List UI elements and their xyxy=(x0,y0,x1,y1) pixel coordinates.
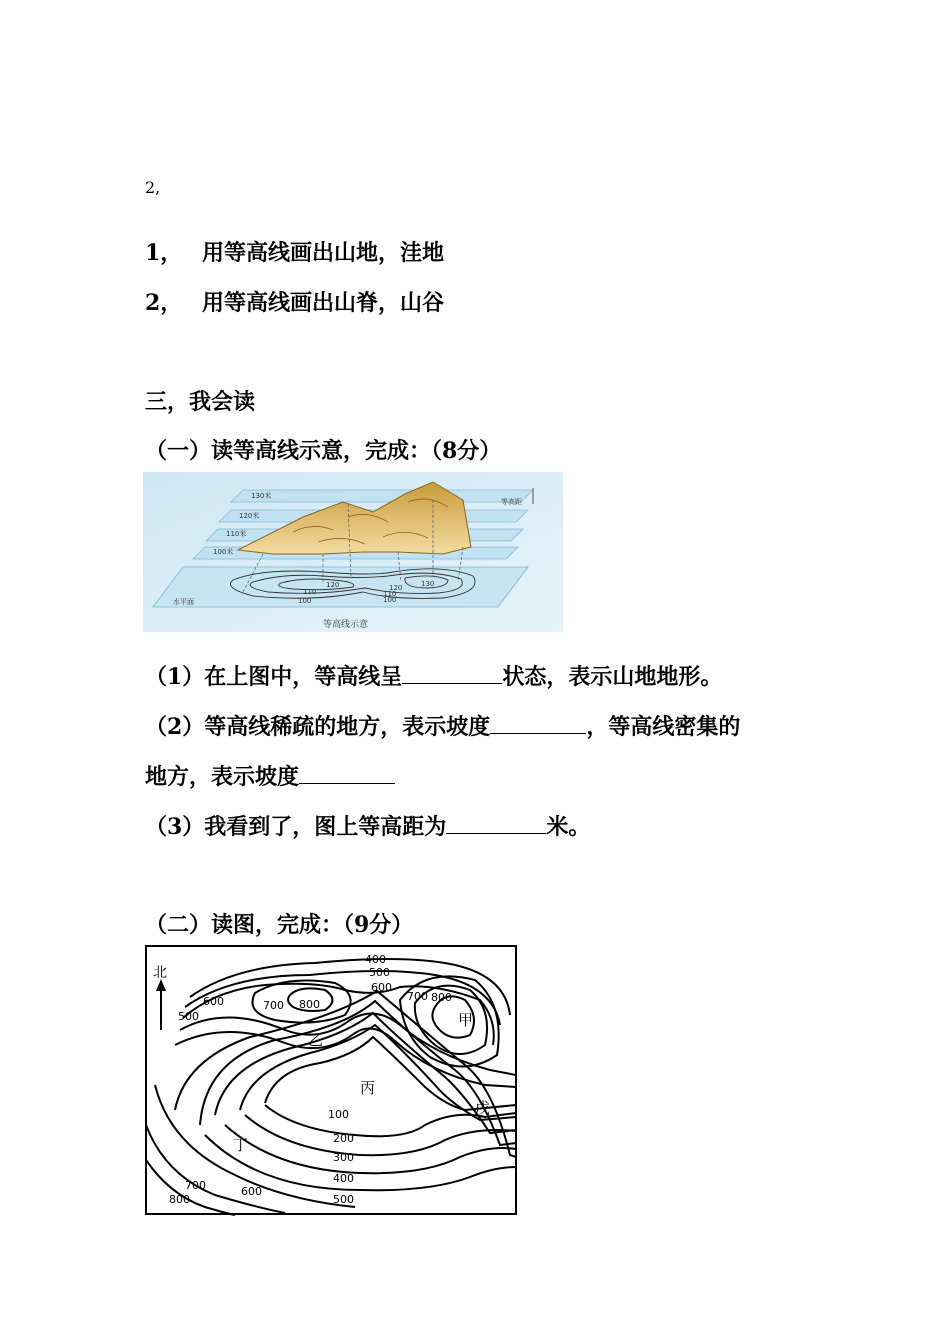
contour-value: 700 xyxy=(185,1179,206,1192)
list-item-1-number: 1， xyxy=(145,240,183,266)
question-number: 2, xyxy=(145,178,161,197)
contour-label: 120 xyxy=(326,581,340,589)
contour-value: 500 xyxy=(178,1010,199,1023)
contour-value: 800 xyxy=(431,991,452,1004)
question-2 xyxy=(145,710,740,741)
contour-map xyxy=(145,945,518,1217)
place-label-jia: 甲 xyxy=(458,1011,474,1029)
base-plane-label: 水平面 xyxy=(173,598,194,606)
answer-blank-1[interactable] xyxy=(402,663,502,684)
contour-value: 800 xyxy=(169,1193,190,1206)
contour-value: 600 xyxy=(371,981,392,994)
question-2-prefix: （2）等高线稀疏的地方，表示坡度 xyxy=(145,714,491,740)
level-label-120: 120米 xyxy=(239,512,260,520)
place-label-wu: 戊 xyxy=(475,1099,491,1117)
contour-value: 200 xyxy=(333,1132,354,1145)
interval-label: 等高距 xyxy=(501,498,522,506)
contour-illustration xyxy=(143,472,563,632)
contour-value: 800 xyxy=(299,998,320,1011)
contour-value: 300 xyxy=(333,1151,354,1164)
contour-value: 500 xyxy=(333,1193,354,1206)
contour-label: 100 xyxy=(383,596,397,604)
list-item-2-number: 2， xyxy=(145,290,183,316)
contour-label: 120 xyxy=(389,584,403,592)
place-label-ding: 丁 xyxy=(233,1136,249,1154)
answer-blank-2[interactable] xyxy=(490,713,586,734)
question-2-middle: ，等高线密集的 xyxy=(586,714,741,740)
contour-value: 400 xyxy=(365,953,386,966)
part2-title: （二）读图，完成：（9分） xyxy=(145,912,414,938)
answer-blank-4[interactable] xyxy=(446,813,546,834)
contour-label: 100 xyxy=(298,597,312,605)
north-label: 北 xyxy=(153,965,167,981)
contour-value: 700 xyxy=(407,990,428,1003)
question-3-prefix: （3）我看到了，图上等高距为 xyxy=(145,814,447,840)
contour-label: 110 xyxy=(303,588,317,596)
contour-value: 400 xyxy=(333,1172,354,1185)
contour-label: 110 xyxy=(383,590,397,598)
question-2-continued xyxy=(145,760,395,791)
contour-value: 600 xyxy=(241,1185,262,1198)
answer-blank-3[interactable] xyxy=(299,763,395,784)
contour-value: 100 xyxy=(328,1108,349,1121)
place-label-bing: 丙 xyxy=(360,1079,376,1097)
part1-title: （一）读等高线示意，完成：（8分） xyxy=(145,438,502,464)
contour-value: 500 xyxy=(369,966,390,979)
section-title: 三，我会读 xyxy=(145,389,256,415)
contour-value: 700 xyxy=(263,999,284,1012)
level-label-100: 100米 xyxy=(213,548,234,556)
question-3 xyxy=(145,810,590,841)
contour-label: 130 xyxy=(421,580,435,588)
question-1-prefix: （1）在上图中，等高线呈 xyxy=(145,664,403,690)
question-1-suffix: 状态，表示山地地形。 xyxy=(502,664,723,690)
question-3-suffix: 米。 xyxy=(546,814,591,840)
contour-value: 600 xyxy=(203,995,224,1008)
level-label-110: 110米 xyxy=(226,530,247,538)
place-label-yi: 乙 xyxy=(308,1031,324,1049)
list-item-2-text: 用等高线画出山脊，山谷 xyxy=(202,290,445,316)
question-1 xyxy=(145,660,722,691)
question-2-continued-text: 地方，表示坡度 xyxy=(145,764,300,790)
level-label-130: 130米 xyxy=(251,492,272,500)
list-item-1-text: 用等高线画出山地，洼地 xyxy=(202,240,445,266)
figure-caption: 等高线示意 xyxy=(323,620,369,630)
